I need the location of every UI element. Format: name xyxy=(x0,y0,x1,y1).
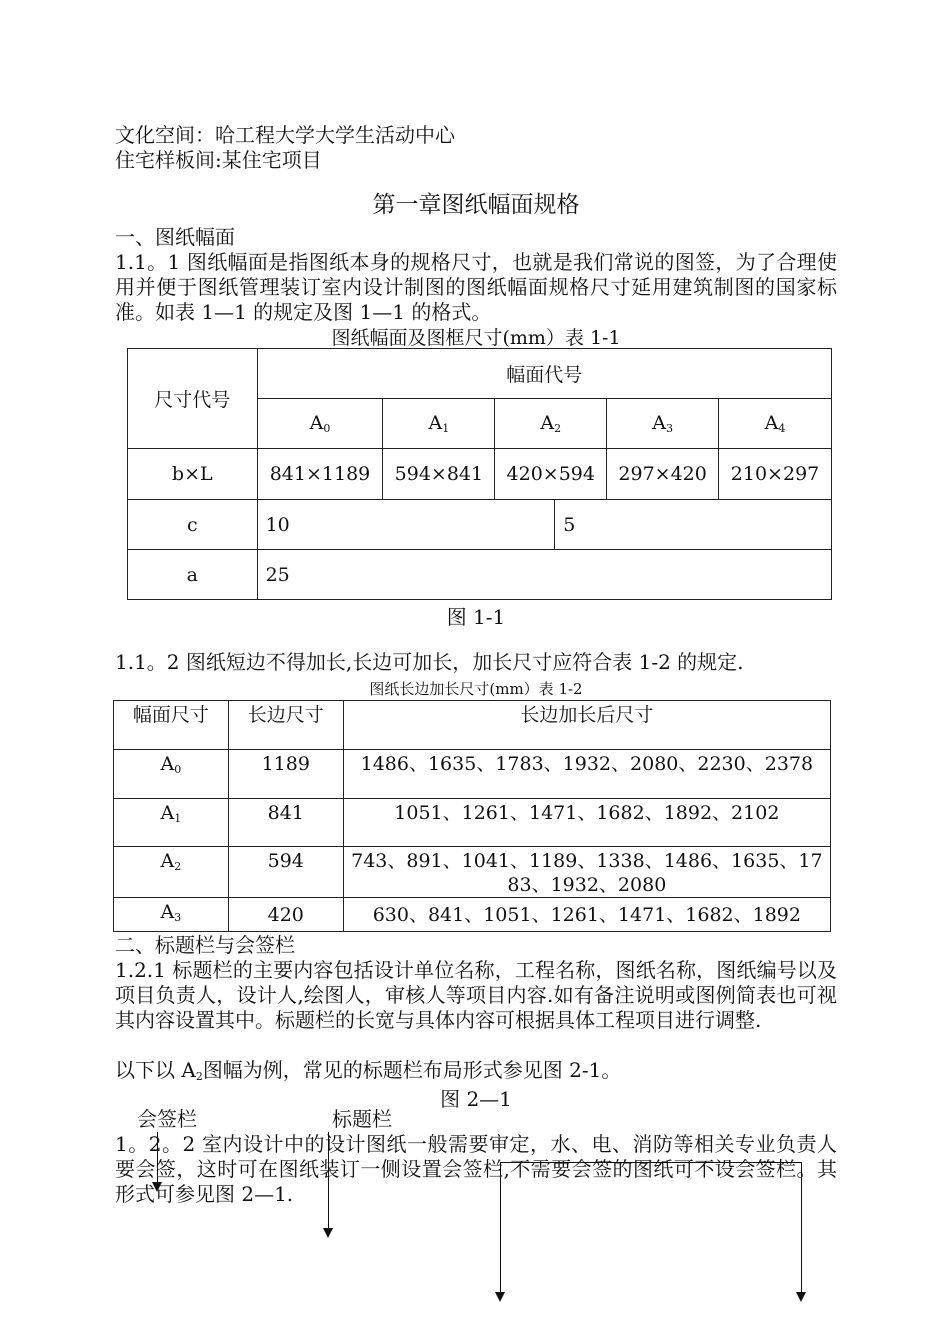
section1-paragraph: 1.1。1 图纸幅面是指图纸本身的规格尺寸，也就是我们常说的图签，为了合理使用并便于图纸管理装订室内设计制图的图纸幅面规格尺寸延用建筑制图的国家标准。如表 1—1 的规定及图 1—1 的格式。 xyxy=(115,250,837,324)
row-a0-code: $A_0$ xyxy=(114,750,229,799)
row-a1-long: 841 xyxy=(228,799,343,847)
row-a3-code: $A_3$ xyxy=(114,898,229,932)
a-label: a xyxy=(128,550,258,600)
sheet-code-a2: $A_2$ xyxy=(495,399,607,449)
sheet-code-header: 幅面代号 xyxy=(257,349,831,399)
bl-value-a1: 594×841 xyxy=(383,449,495,500)
c-label: c xyxy=(128,500,258,550)
row-a2-long: 594 xyxy=(228,847,343,898)
figure-2-1-label: 图 2—1 xyxy=(440,1087,512,1111)
table-long-edge-extension xyxy=(113,700,831,932)
bl-value-a3: 297×420 xyxy=(607,449,719,500)
c-value-large: 10 xyxy=(257,500,555,550)
header-line-2: 住宅样板间:某住宅项目 xyxy=(115,148,322,172)
size-code-header: 尺寸代号 xyxy=(128,349,258,449)
sheet-code-a1: $A_1$ xyxy=(383,399,495,449)
sheet-code-a0: $A_0$ xyxy=(257,399,383,449)
section2-paragraph-1: 1.2.1 标题栏的主要内容包括设计单位名称，工程名称，图纸名称，图纸编号以及项目负责人，设计人,绘图人，审核人等项目内容.如有备注说明或图例简表也可视其内容设置其中。标题栏的长宽与具体内容可根据具体工程项目进行调整. xyxy=(115,958,837,1032)
header-extended-size: 长边加长后尺寸 xyxy=(343,701,830,750)
bracket-left-arrow xyxy=(495,1292,505,1302)
section2-example: 以下以 $A_2$图幅为例，常见的标题栏布局形式参见图 2-1。 xyxy=(115,1058,622,1083)
a-value: 25 xyxy=(257,550,831,600)
row-a0-extended: 1486、1635、1783、1932、2080、2230、2378 xyxy=(343,750,830,799)
row-a3-long: 420 xyxy=(228,898,343,932)
row-a2-code: $A_2$ xyxy=(114,847,229,898)
row-a2-extended: 743、891、1041、1189、1338、1486、1635、1783、1932、2080 xyxy=(343,847,830,898)
bracket-right-arrow xyxy=(796,1292,806,1302)
bl-value-a0: 841×1189 xyxy=(257,449,383,500)
bl-value-a4: 210×297 xyxy=(719,449,832,500)
row-a0-long: 1189 xyxy=(228,750,343,799)
sheet-code-a4: $A_4$ xyxy=(719,399,832,449)
table-sheet-sizes xyxy=(127,348,832,600)
c-value-small: 5 xyxy=(555,500,832,550)
figure-1-1-label: 图 1-1 xyxy=(446,605,506,629)
section1-heading: 一、图纸幅面 xyxy=(115,225,235,249)
section1-2-paragraph: 1.1。2 图纸短边不得加长,长边可加长，加长尺寸应符合表 1-2 的规定. xyxy=(115,650,744,674)
titleblock-arrow xyxy=(323,1228,333,1238)
header-sheet-size: 幅面尺寸 xyxy=(114,701,229,750)
row-a1-code: $A_1$ xyxy=(114,799,229,847)
countersign-label: 会签栏 xyxy=(137,1107,197,1131)
table1-caption: 图纸幅面及图框尺寸(mm）表 1-1 xyxy=(331,327,621,349)
bl-value-a2: 420×594 xyxy=(495,449,607,500)
header-long-edge: 长边尺寸 xyxy=(228,701,343,750)
chapter-title: 第一章图纸幅面规格 xyxy=(372,192,580,218)
sheet-code-a3: $A_3$ xyxy=(607,399,719,449)
row-a3-extended: 630、841、1051、1261、1471、1682、1892 xyxy=(343,898,830,932)
section2-heading: 二、标题栏与会签栏 xyxy=(115,933,295,957)
titleblock-label: 标题栏 xyxy=(332,1107,392,1131)
row-a1-extended: 1051、1261、1471、1682、1892、2102 xyxy=(343,799,830,847)
header-line-1: 文化空间：哈工程大学大学生活动中心 xyxy=(115,123,455,147)
bl-label: b×L xyxy=(128,449,258,500)
section2-paragraph-2: 1。2。2 室内设计中的设计图纸一般需要审定，水、电、消防等相关专业负责人要会签，这时可在图纸装订一侧设置会签栏,不需要会签的图纸可不设会签栏。其形式可参见图 2—1. xyxy=(115,1132,837,1206)
table2-caption: 图纸长边加长尺寸(mm）表 1-2 xyxy=(369,680,583,698)
